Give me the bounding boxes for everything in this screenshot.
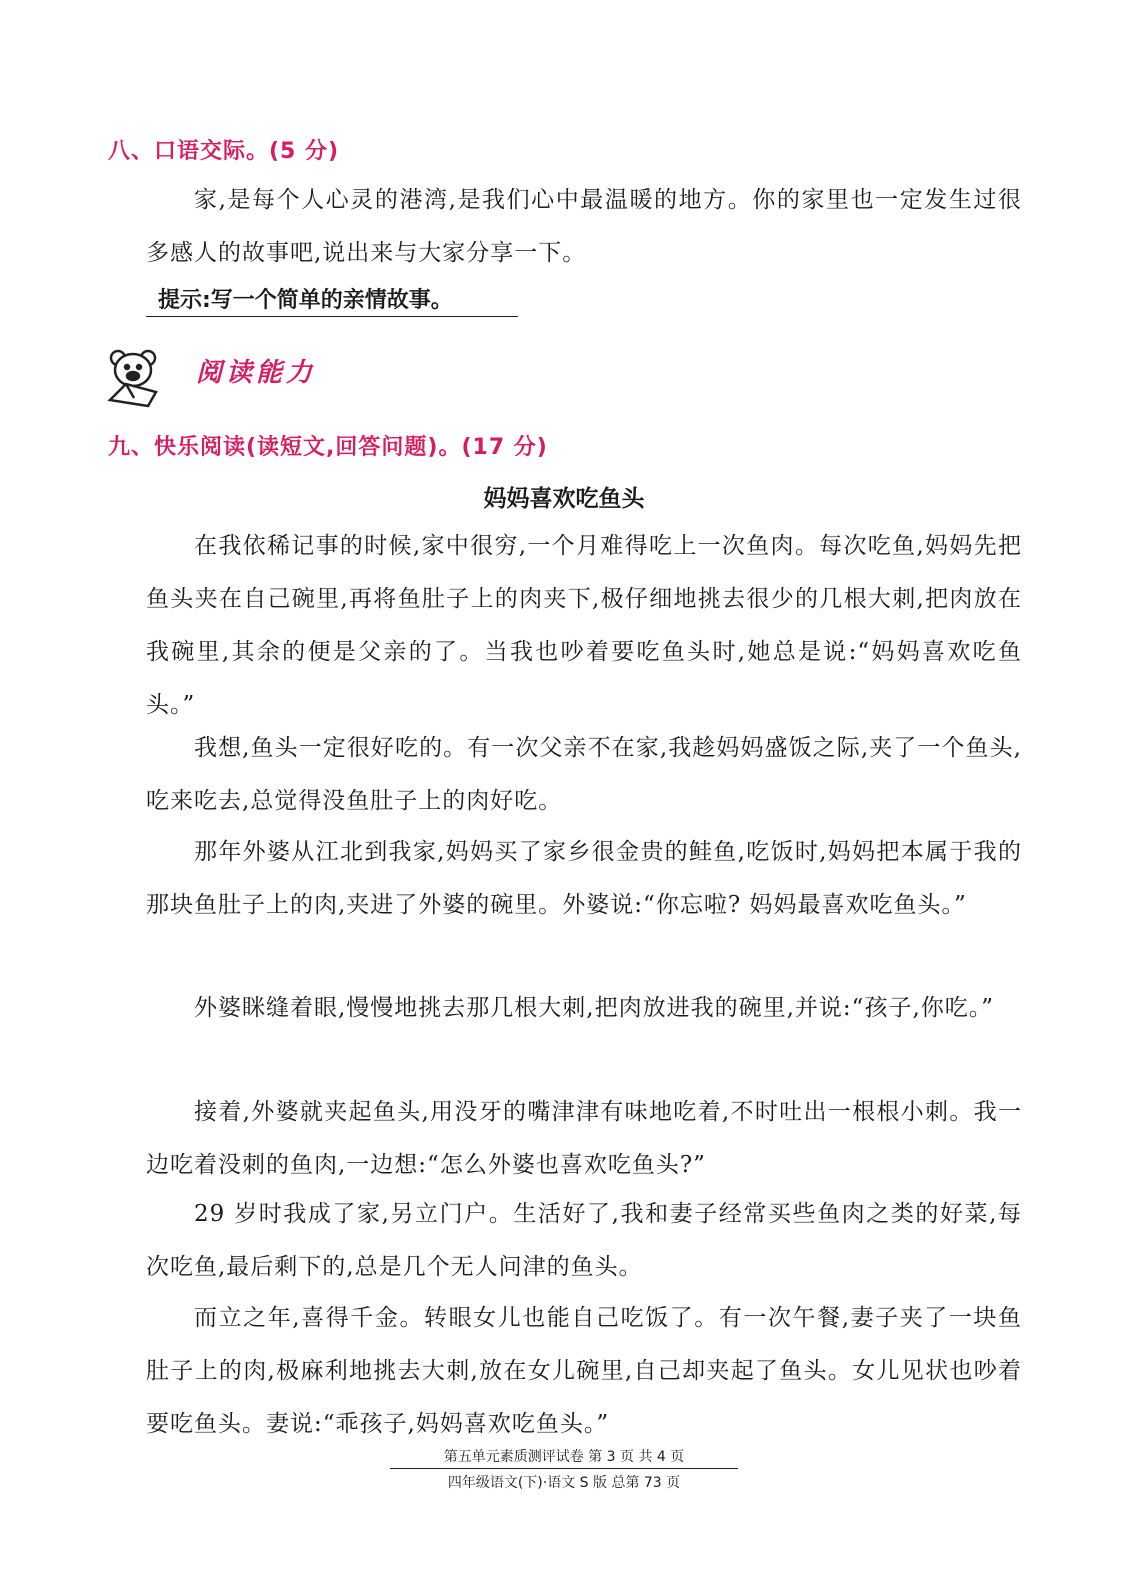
story-title: 妈妈喜欢吃鱼头: [483, 486, 645, 512]
section-8-paragraph: 家,是每个人心灵的港湾,是我们心中最温暖的地方。你的家里也一定发生过很多感人的故事吧,说出来与大家分享一下。: [146, 187, 1022, 266]
story-paragraph-1: 在我依稀记事的时候,家中很穷,一个月难得吃上一次鱼肉。每次吃鱼,妈妈先把鱼头夹在自己碗里,再将鱼肚子上的肉夹下,极仔细地挑去很少的几根大刺,把肉放在我碗里,其余的便是父亲的了。当我也吵着要吃鱼头时,她总是说:“妈妈喜欢吃鱼头。”: [146, 533, 1022, 718]
reading-ability-title: 阅读能力: [196, 358, 317, 388]
story-paragraph-4: 外婆眯缝着眼,慢慢地挑去那几根大刺,把肉放进我的碗里,并说:“孩子,你吃。”: [194, 995, 995, 1021]
section-8-heading: 八、口语交际。(5 分): [108, 139, 340, 164]
story-paragraph-2: 我想,鱼头一定很好吃的。有一次父亲不在家,我趁妈妈盛饭之际,夹了一个鱼头,吃来吃去,总觉得没鱼肚子上的肉好吃。: [146, 735, 1022, 814]
story-paragraph-6: 29 岁时我成了家,另立门户。生活好了,我和妻子经常买些鱼肉之类的好菜,每次吃鱼,最后剩下的,总是几个无人问津的鱼头。: [146, 1201, 1022, 1280]
footer-page-info: 第五单元素质测评试卷 第 3 页 共 4 页: [390, 1446, 738, 1469]
footer-edition-info: 四年级语文(下)·语文 S 版 总第 73 页: [447, 1475, 681, 1491]
story-paragraph-5: 接着,外婆就夹起鱼头,用没牙的嘴津津有味地吃着,不时吐出一根根小刺。我一边吃着没刺的鱼肉,一边想:“怎么外婆也喜欢吃鱼头?”: [146, 1099, 1022, 1178]
story-paragraph-7: 而立之年,喜得千金。转眼女儿也能自己吃饭了。有一次午餐,妻子夹了一块鱼肚子上的肉,极麻利地挑去大刺,放在女儿碗里,自己却夹起了鱼头。女儿见状也吵着要吃鱼头。妻说:“乖孩子,妈妈喜欢吃鱼头。”: [146, 1305, 1022, 1437]
section-9-heading: 九、快乐阅读(读短文,回答问题)。(17 分): [108, 435, 548, 460]
story-paragraph-3: 那年外婆从江北到我家,妈妈买了家乡很金贵的鲑鱼,吃饭时,妈妈把本属于我的那块鱼肚子上的肉,夹进了外婆的碗里。外婆说:“你忘啦? 妈妈最喜欢吃鱼头。”: [146, 839, 1022, 918]
hint-text: 提示:写一个简单的亲情故事。: [146, 283, 518, 317]
